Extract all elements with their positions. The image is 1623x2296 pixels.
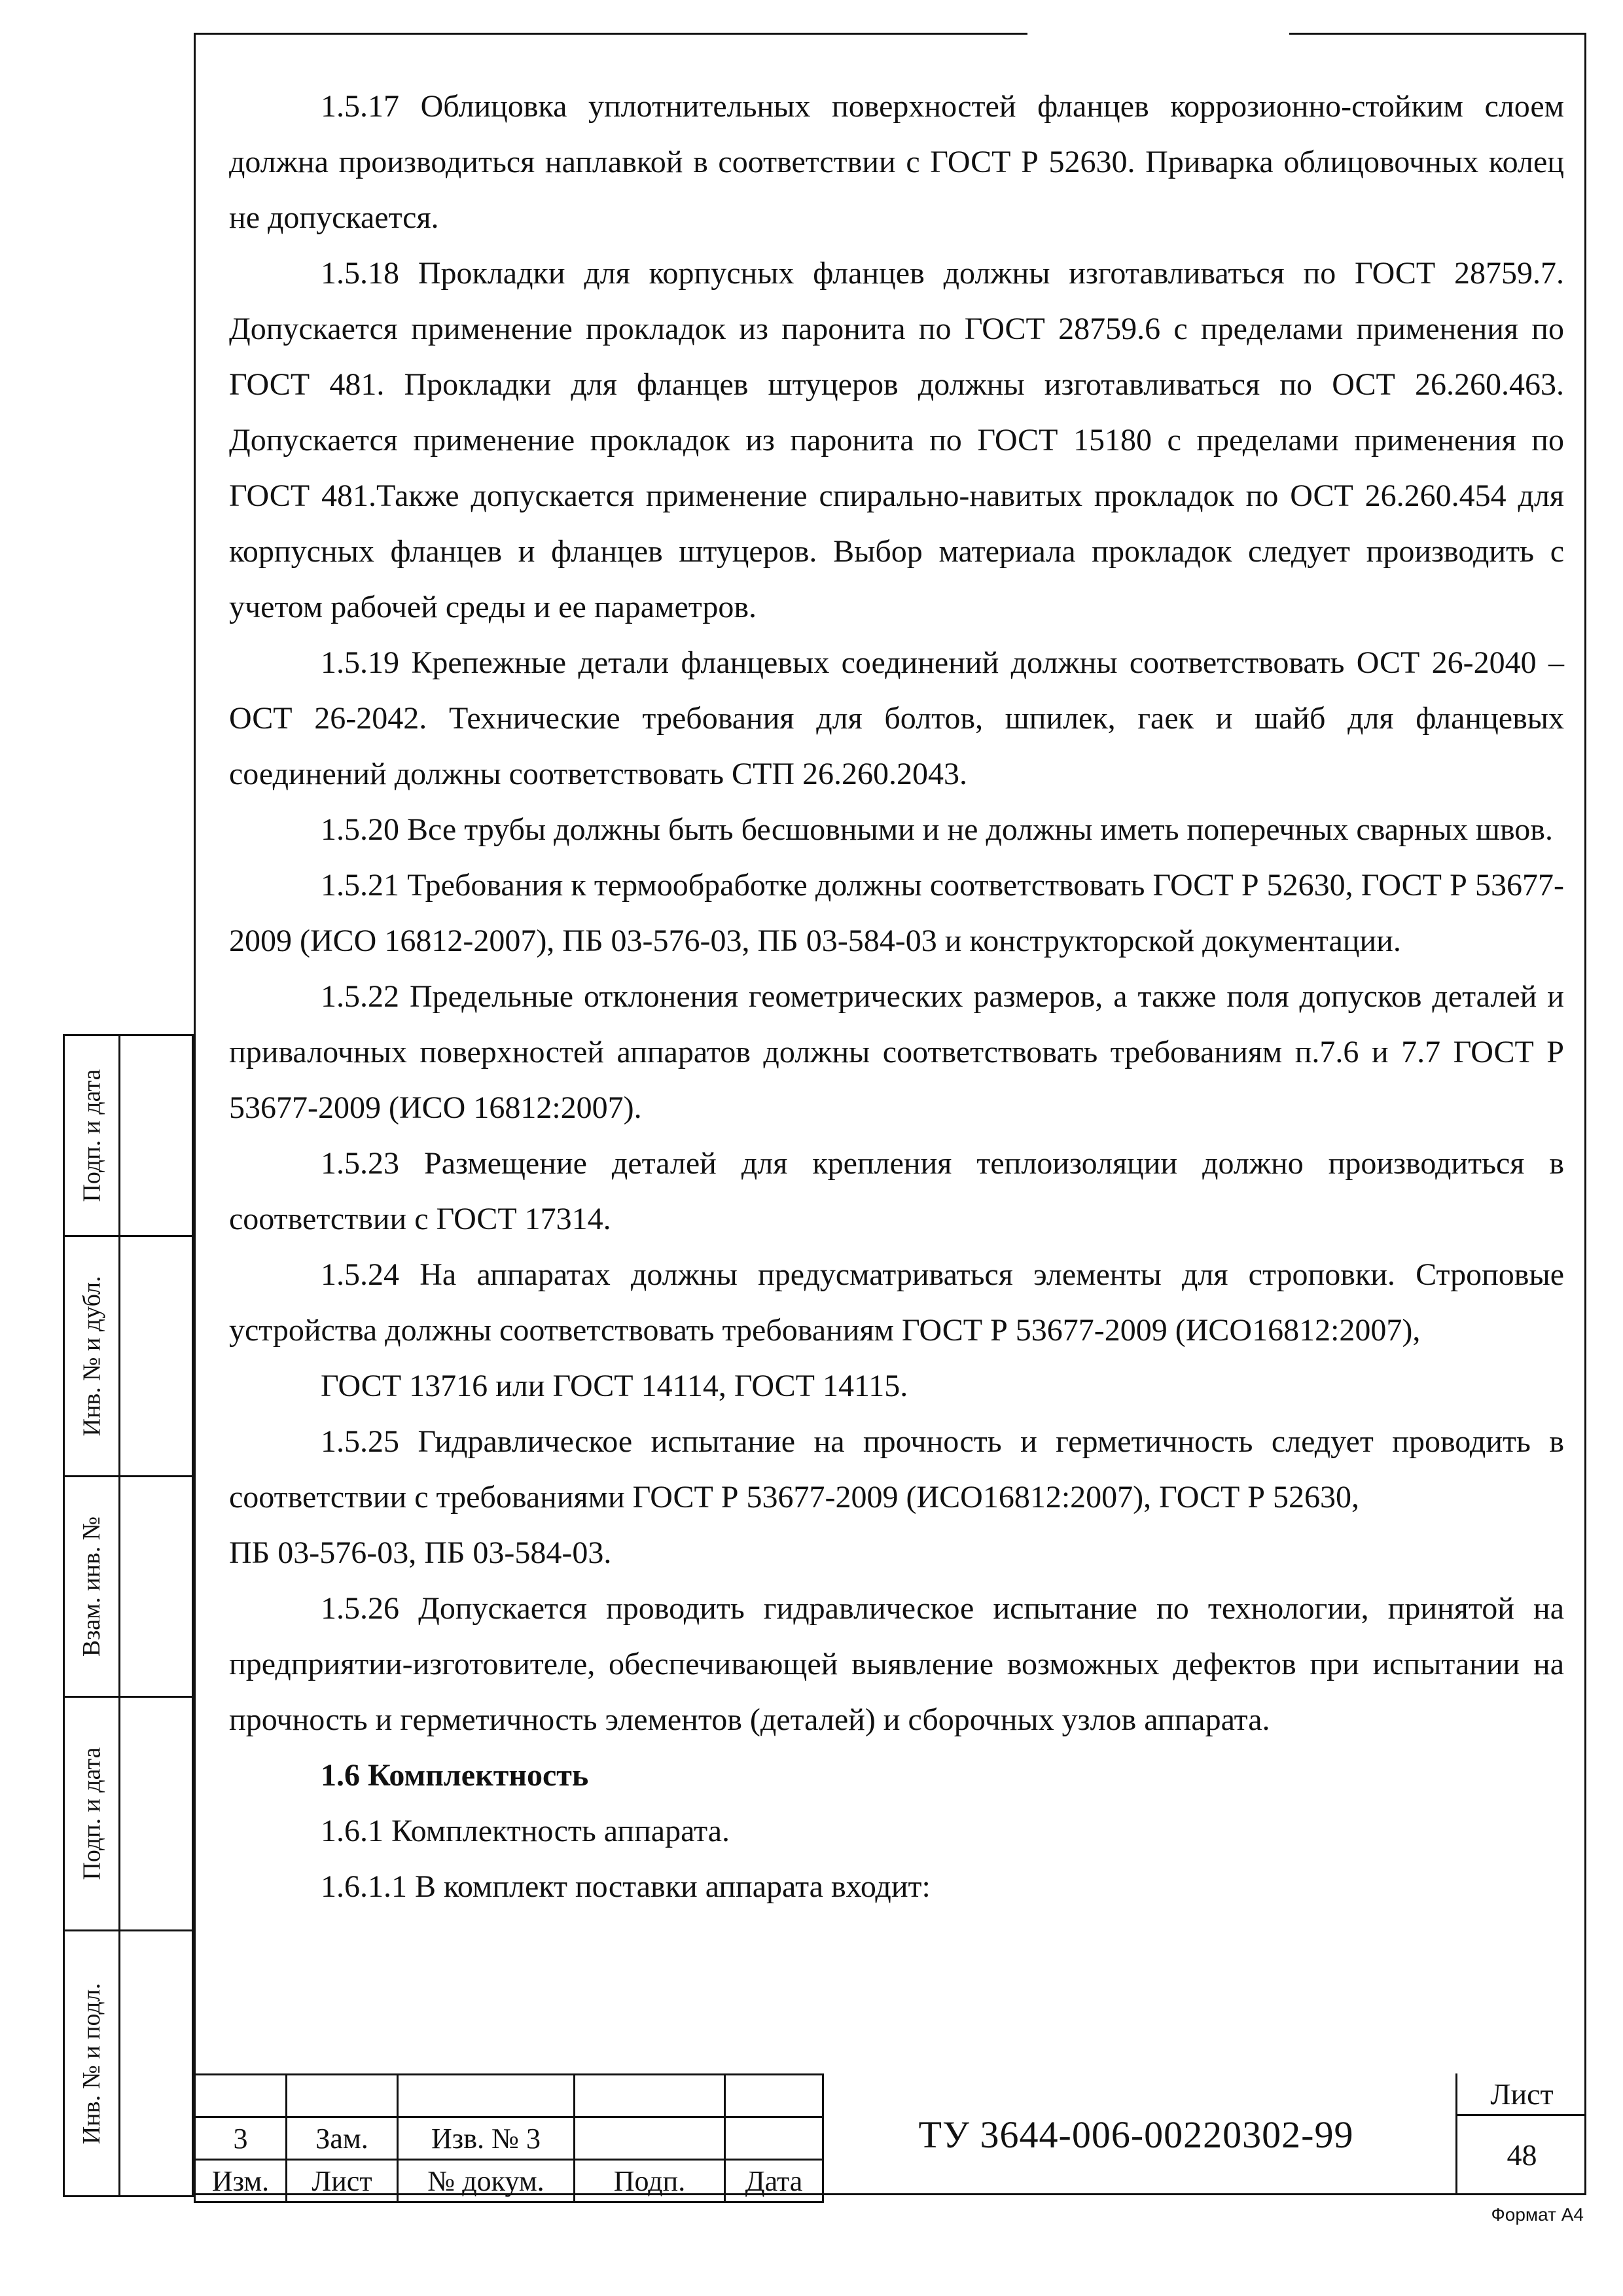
document-designation: ТУ 3644-006-00220302-99 [918, 2113, 1354, 2156]
header-sheet: Лист [287, 2160, 398, 2202]
table-row [195, 2075, 823, 2117]
frame-gap [1027, 26, 1289, 38]
list-item: 1.6.1 Комплектность аппарата. [321, 1814, 730, 1848]
paragraph-1-5-22: 1.5.22 Предельные отклонения геометрических размеров, а также поля допусков деталей и привалочных поверхностей аппаратов должны соответствовать требованиям п.7.6 и 7.7 ГОСТ Р 53677-2009 (ИСО 16812:2007). [229, 979, 1564, 1125]
stamp-blank-cell [118, 1929, 194, 2197]
paragraph-1-5-24: 1.5.24 На аппаратах должны предусматриваться элементы для строповки. Строповые устройства должны соответствовать требованиям ГОСТ Р 53677-2009 (ИСО16812:2007), [229, 1257, 1564, 1348]
header-date: Дата [725, 2160, 823, 2202]
sheet-label: Лист [1457, 2073, 1586, 2116]
revision-date [725, 2117, 823, 2160]
header-change: Изм. [195, 2160, 287, 2202]
table-cell [725, 2075, 823, 2117]
revision-change: Зам. [287, 2117, 398, 2160]
stamp-blank-cell [118, 1696, 194, 1931]
header-doc-number: № докум. [398, 2160, 575, 2202]
paragraph-1-5-25-cont: ПБ 03-576-03, ПБ 03-584-03. [229, 1535, 612, 1570]
revision-sign [575, 2117, 725, 2160]
stamp-blank-cell [118, 1475, 194, 1698]
list-item: 1.6.1.1 В комплект поставки аппарата входит: [321, 1869, 931, 1904]
title-block [194, 2073, 1586, 2195]
table-cell [287, 2075, 398, 2117]
revision-table [194, 2073, 824, 2203]
stamp-label-orig-inv: Инв. № и подл. [78, 1982, 106, 2144]
document-body [229, 79, 1564, 1914]
sheet-number: 48 [1507, 2138, 1537, 2172]
table-cell [398, 2075, 575, 2117]
header-signature: Подп. [575, 2160, 725, 2202]
table-cell [195, 2075, 287, 2117]
paragraph-1-5-18: 1.5.18 Прокладки для корпусных фланцев должны изготавливаться по ГОСТ 28759.7. Допускается применение прокладок из паронита по ГОСТ 28759.6 с пределами применения по ГОСТ 481. Прокладки для фланцев штуцеров должны изготавливаться по ОСТ 26.260.463. Допускается применение прокладок из паронита по ГОСТ 15180 с пределами применения по ГОСТ 481.Также допускается применение спирально-навитых прокладок по ОСТ 26.260.454 для корпусных фланцев и фланцев штуцеров. Выбор материала прокладок следует производить с учетом рабочей среды и ее параметров. [229, 256, 1564, 624]
stamp-label-sign-date: Подп. и дата [78, 1069, 106, 1202]
revision-notice: Изв. № 3 [398, 2117, 575, 2160]
table-cell [575, 2075, 725, 2117]
paragraph-1-5-20: 1.5.20 Все трубы должны быть бесшовными и не должны иметь поперечных сварных швов. [321, 812, 1553, 847]
sheet-box [1455, 2073, 1586, 2195]
table-row [195, 2160, 823, 2202]
paragraph-1-5-19: 1.5.19 Крепежные детали фланцевых соединений должны соответствовать ОСТ 26-2040 – ОСТ 26-2042. Технические требования для болтов, шпилек, гаек и шайб для фланцевых соединений должны соответствовать СТП 26.260.2043. [229, 645, 1564, 791]
paragraph-1-5-24-cont: ГОСТ 13716 или ГОСТ 14114, ГОСТ 14115. [321, 1369, 908, 1403]
table-row [195, 2117, 823, 2160]
format-label: Формат А4 [1491, 2204, 1584, 2225]
stamp-blank-cell [118, 1034, 194, 1237]
section-heading: 1.6 Комплектность [321, 1758, 589, 1793]
stamp-blank-cell [118, 1235, 194, 1477]
stamp-label-dup-inv: Инв. № и дубл. [78, 1276, 105, 1437]
stamp-label-replace-inv: Взам. инв. № [78, 1516, 106, 1657]
paragraph-1-5-17: 1.5.17 Облицовка уплотнительных поверхностей фланцев коррозионно-стойким слоем должна производиться наплавкой в соответствии с ГОСТ Р 52630. Приварка облицовочных колец не допускается. [229, 89, 1564, 235]
revision-number: 3 [195, 2117, 287, 2160]
paragraph-1-5-26: 1.5.26 Допускается проводить гидравлическое испытание по технологии, принятой на предприятии-изготовителе, обеспечивающей выявление возможных дефектов при испытании на прочность и герметичность элементов (деталей) и сборочных узлов аппарата. [229, 1591, 1564, 1737]
paragraph-1-5-25: 1.5.25 Гидравлическое испытание на прочность и герметичность следует проводить в соответствии с требованиями ГОСТ Р 53677-2009 (ИСО16812:2007), ГОСТ Р 52630, [229, 1424, 1564, 1515]
paragraph-1-5-23: 1.5.23 Размещение деталей для крепления теплоизоляции должно производиться в соответствии с ГОСТ 17314. [229, 1146, 1564, 1236]
paragraph-1-5-21: 1.5.21 Требования к термообработке должны соответствовать ГОСТ Р 52630, ГОСТ Р 53677-2009 (ИСО 16812-2007), ПБ 03-576-03, ПБ 03-584-03 и конструкторской документации. [229, 868, 1564, 958]
stamp-label-sign-date-2: Подп. и дата [78, 1747, 106, 1880]
